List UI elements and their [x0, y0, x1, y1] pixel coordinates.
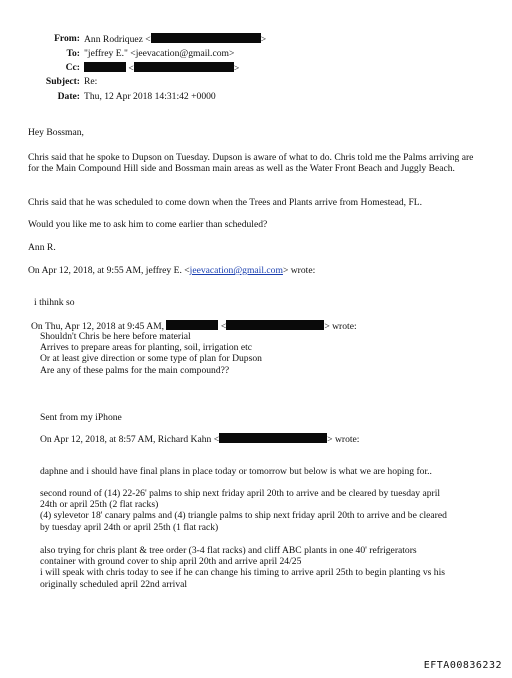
- subject-value: Re:: [84, 76, 98, 87]
- quote-2-line: Or at least give direction or some type of plan for Dupson: [40, 353, 262, 365]
- redaction: [84, 62, 126, 72]
- cc-mid: <: [128, 63, 134, 74]
- cc-value: [84, 62, 239, 74]
- kahn-paragraph-2: [40, 488, 502, 533]
- quote-2-line: Are any of these palms for the main compound??: [40, 364, 230, 376]
- greeting: Hey Bossman,: [28, 127, 84, 138]
- signature: Ann R.: [28, 242, 56, 253]
- kahn-line: container with ground cover to ship april 20th and arrive april 24/25: [40, 556, 302, 568]
- quote-3-pre: On Apr 12, 2018, at 8:57 AM, Richard Kahn <: [40, 434, 220, 445]
- quote-2-line: Arrives to prepare areas for planting, soil, irrigation etc: [40, 342, 253, 354]
- paragraph-1: Chris said that he spoke to Dupson on Tuesday. Dupson is aware of what to do. Chris told me the Palms arriving are for the Main Compound Hill side and Bossman main areas as well as the Water Front Beach and Juggly Beach.: [28, 152, 474, 175]
- paragraph-2: Chris said that he was scheduled to come down when the Trees and Plants arrive from Homestead, FL.: [28, 197, 423, 208]
- from-value: [84, 33, 266, 45]
- quote-2-pre: On Thu, Apr 12, 2018 at 9:45 AM,: [31, 321, 165, 332]
- from-tail: >: [260, 34, 267, 45]
- kahn-line: originally scheduled april 22nd arrival: [40, 578, 188, 590]
- quote-3-header: [40, 433, 496, 445]
- cc-label: Cc:: [65, 62, 80, 73]
- kahn-line: 24th or april 25th (2 flat racks): [40, 499, 159, 511]
- quote-1-pre: On Apr 12, 2018, at 9:55 AM, jeffrey E. <: [28, 265, 190, 276]
- sent-from: Sent from my iPhone: [40, 412, 122, 423]
- bates-number: EFTA00836232: [423, 660, 502, 671]
- email-link[interactable]: jeevacation@gmail.com: [189, 265, 283, 276]
- kahn-line: i will speak with chris today to see if he can change his timing to arrive april 25th to begin planting vs his: [40, 567, 445, 579]
- quote-2-line: Shouldn't Chris be here before material: [40, 331, 191, 342]
- redaction: [219, 433, 327, 443]
- quote-3-post: > wrote:: [327, 434, 360, 445]
- from-name: Ann Rodriquez <: [84, 34, 151, 45]
- to-label: To:: [66, 48, 80, 59]
- subject-label: Subject:: [45, 76, 80, 87]
- to-value: "jeffrey E." <jeevacation@gmail.com>: [84, 48, 235, 59]
- redaction: [226, 320, 324, 330]
- quote-2-body: [40, 331, 496, 376]
- quote-2-mid: <: [220, 321, 227, 332]
- kahn-line: second round of (14) 22-26' palms to ship next friday april 20th to arrive and be cleared by tuesday april: [40, 488, 441, 499]
- quote-1-header: [28, 265, 484, 276]
- quote-1-text: i thihnk so: [34, 297, 75, 308]
- from-label: From:: [54, 33, 80, 44]
- redaction: [151, 33, 261, 43]
- quote-1-post: > wrote:: [282, 265, 316, 276]
- cc-tail: >: [233, 63, 240, 74]
- date-value: Thu, 12 Apr 2018 14:31:42 +0000: [84, 91, 216, 102]
- kahn-line: also trying for chris plant & tree order (3-4 flat racks) and cliff ABC plants in one 40' refrigerators: [40, 545, 417, 556]
- date-label: Date:: [57, 91, 80, 102]
- quote-2-post: > wrote:: [324, 321, 357, 332]
- redaction: [166, 320, 218, 330]
- kahn-paragraph-1: daphne and i should have final plans in place today or tomorrow but below is what we are hoping for..: [40, 466, 432, 477]
- redaction: [134, 62, 234, 72]
- paragraph-3: Would you like me to ask him to come earlier than scheduled?: [28, 219, 268, 230]
- kahn-paragraph-3: [40, 545, 502, 590]
- kahn-line: (4) sylevetor 18' canary palms and (4) triangle palms to ship next friday april 20th to arrive and be cleared: [40, 510, 447, 522]
- kahn-line: by tuesday april 24th or april 25th (1 flat rack): [40, 521, 219, 533]
